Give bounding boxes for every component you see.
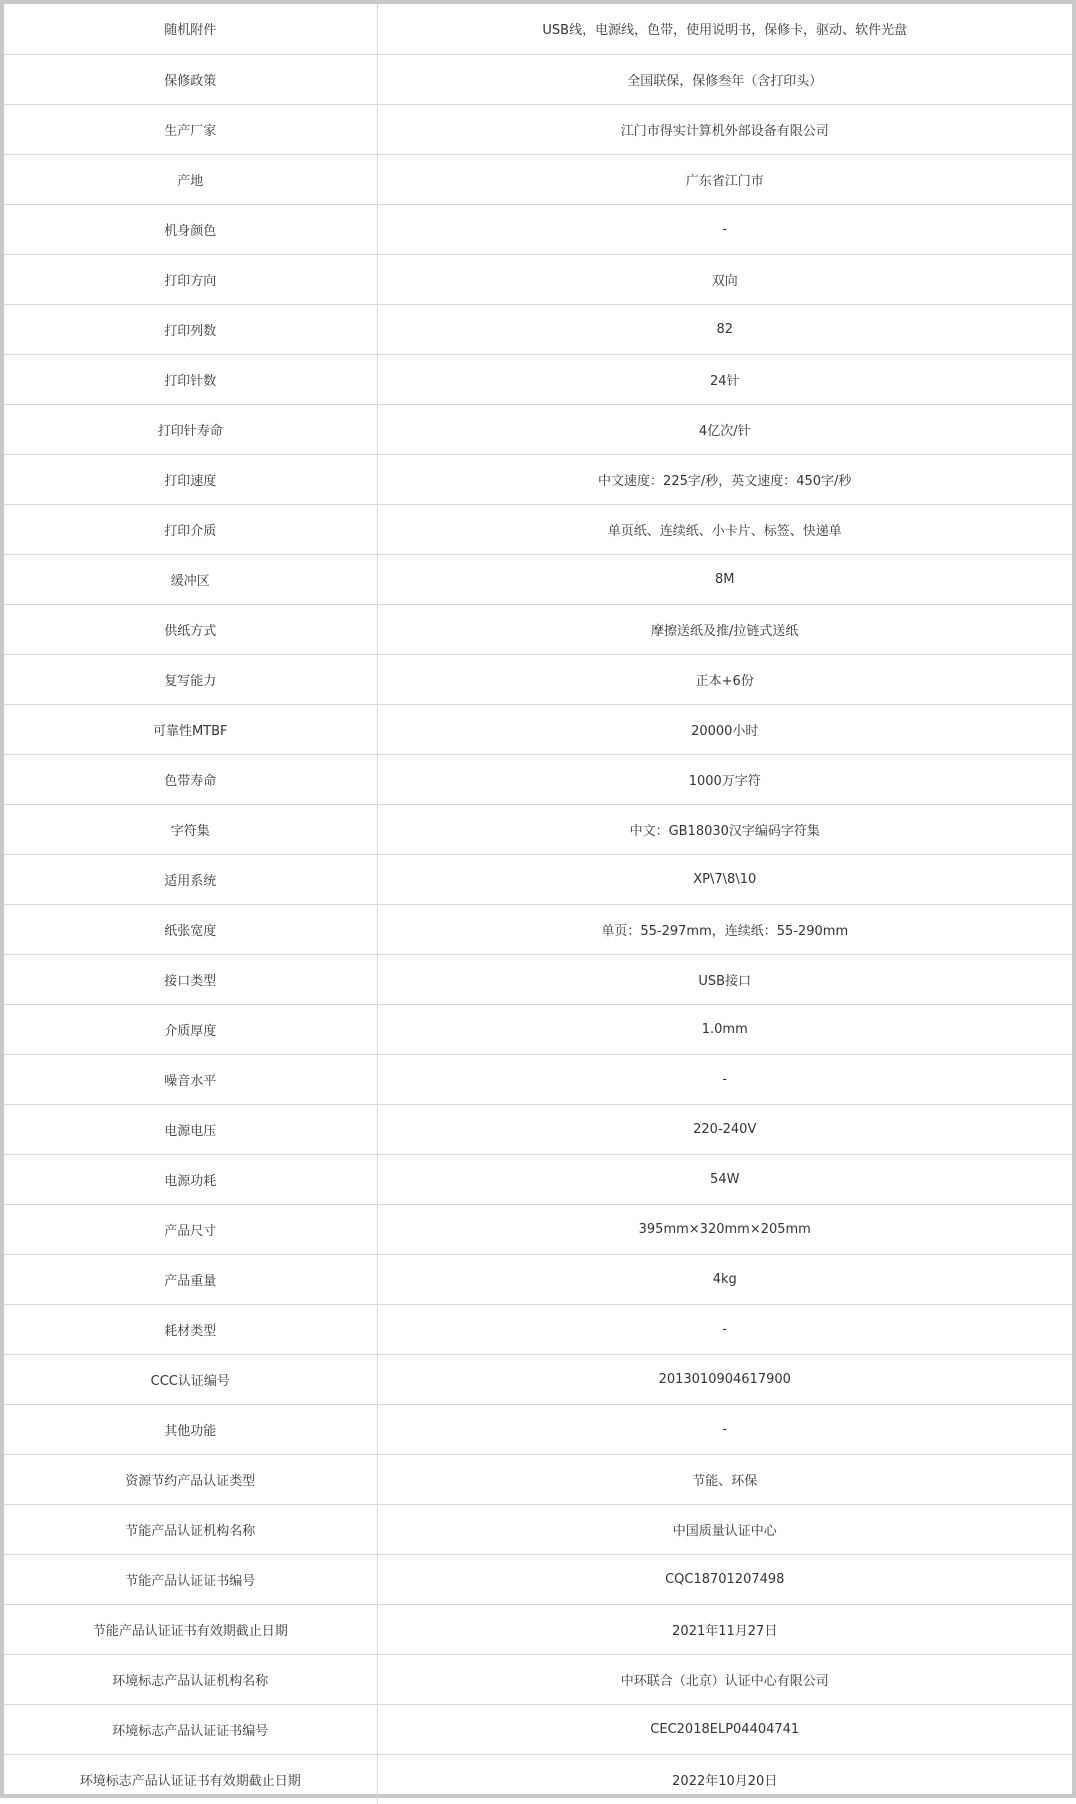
spec-row [4,404,1072,454]
spec-value: 节能、环保 [377,1454,1072,1504]
spec-row [4,1304,1072,1354]
spec-label: 电源电压 [4,1104,377,1154]
spec-label: 纸张宽度 [4,904,377,954]
spec-value: 4亿次/针 [377,404,1072,454]
spec-value: - [377,1404,1072,1454]
spec-label: CCC认证编号 [4,1354,377,1404]
spec-label: 产地 [4,154,377,204]
spec-label: 其他功能 [4,1404,377,1454]
spec-label: 复写能力 [4,654,377,704]
spec-label: 介质厚度 [4,1004,377,1054]
spec-label: 打印针数 [4,354,377,404]
spec-value: 中文：GB18030汉字编码字符集 [377,804,1072,854]
spec-label: 接口类型 [4,954,377,1004]
spec-value: 全国联保，保修叁年（含打印头） [377,54,1072,104]
spec-value: 4kg [377,1254,1072,1304]
spec-value: 正本+6份 [377,654,1072,704]
spec-row [4,254,1072,304]
spec-row [4,1604,1072,1654]
spec-value: - [377,204,1072,254]
spec-label: 可靠性MTBF [4,704,377,754]
spec-value: 中文速度：225字/秒，英文速度：450字/秒 [377,454,1072,504]
spec-table-body [4,4,1072,1804]
spec-row [4,1404,1072,1454]
spec-value: 54W [377,1154,1072,1204]
spec-row [4,554,1072,604]
spec-value: 2021年11月27日 [377,1604,1072,1654]
spec-label: 供纸方式 [4,604,377,654]
spec-label: 资源节约产品认证类型 [4,1454,377,1504]
spec-label: 环境标志产品认证证书编号 [4,1704,377,1754]
spec-row [4,1104,1072,1154]
spec-label: 环境标志产品认证证书有效期截止日期 [4,1754,377,1804]
spec-label: 打印速度 [4,454,377,504]
spec-value: 中国质量认证中心 [377,1504,1072,1554]
spec-label: 耗材类型 [4,1304,377,1354]
spec-row [4,654,1072,704]
spec-row [4,54,1072,104]
spec-row [4,954,1072,1004]
spec-row [4,704,1072,754]
spec-label: 打印方向 [4,254,377,304]
spec-row [4,1504,1072,1554]
spec-value: 1.0mm [377,1004,1072,1054]
spec-row [4,104,1072,154]
spec-value: CQC18701207498 [377,1554,1072,1604]
spec-value: 20000小时 [377,704,1072,754]
spec-row [4,1054,1072,1104]
spec-value: 单页纸、连续纸、小卡片、标签、快递单 [377,504,1072,554]
spec-row [4,154,1072,204]
spec-value: 82 [377,304,1072,354]
spec-value: - [377,1054,1072,1104]
spec-label: 打印针寿命 [4,404,377,454]
spec-value: 双向 [377,254,1072,304]
spec-label: 节能产品认证证书编号 [4,1554,377,1604]
spec-label: 节能产品认证机构名称 [4,1504,377,1554]
spec-row [4,804,1072,854]
spec-label: 随机附件 [4,4,377,54]
spec-row [4,1454,1072,1504]
spec-value: 广东省江门市 [377,154,1072,204]
spec-value: CEC2018ELP04404741 [377,1704,1072,1754]
spec-row [4,1704,1072,1754]
spec-label: 生产厂家 [4,104,377,154]
spec-row [4,754,1072,804]
spec-row [4,604,1072,654]
spec-value: 395mm×320mm×205mm [377,1204,1072,1254]
spec-label: 字符集 [4,804,377,854]
spec-value: 220-240V [377,1104,1072,1154]
spec-label: 电源功耗 [4,1154,377,1204]
spec-row [4,304,1072,354]
spec-row [4,1654,1072,1704]
spec-label: 适用系统 [4,854,377,904]
spec-label: 环境标志产品认证机构名称 [4,1654,377,1704]
spec-row [4,1204,1072,1254]
spec-table [4,4,1072,1804]
spec-value: 1000万字符 [377,754,1072,804]
spec-row [4,1754,1072,1804]
spec-value: 摩擦送纸及推/拉链式送纸 [377,604,1072,654]
spec-label: 节能产品认证证书有效期截止日期 [4,1604,377,1654]
spec-value: - [377,1304,1072,1354]
spec-row [4,854,1072,904]
spec-label: 打印列数 [4,304,377,354]
spec-row [4,1554,1072,1604]
spec-row [4,4,1072,54]
spec-label: 机身颜色 [4,204,377,254]
spec-label: 缓冲区 [4,554,377,604]
spec-row [4,1154,1072,1204]
spec-value: USB线，电源线，色带，使用说明书，保修卡，驱动、软件光盘 [377,4,1072,54]
spec-row [4,354,1072,404]
spec-value: 24针 [377,354,1072,404]
spec-value: 江门市得实计算机外部设备有限公司 [377,104,1072,154]
spec-value: 8M [377,554,1072,604]
spec-value: 2013010904617900 [377,1354,1072,1404]
spec-value: 中环联合（北京）认证中心有限公司 [377,1654,1072,1704]
spec-value: 单页：55-297mm，连续纸：55-290mm [377,904,1072,954]
spec-row [4,454,1072,504]
spec-row [4,1004,1072,1054]
spec-value: 2022年10月20日 [672,1773,778,1789]
spec-label: 色带寿命 [4,754,377,804]
spec-label: 产品尺寸 [4,1204,377,1254]
spec-row [4,904,1072,954]
spec-row [4,204,1072,254]
spec-row [4,504,1072,554]
spec-value: XP\7\8\10 [377,854,1072,904]
spec-label: 噪音水平 [4,1054,377,1104]
spec-label: 产品重量 [4,1254,377,1304]
spec-row [4,1254,1072,1304]
spec-label: 保修政策 [4,54,377,104]
spec-row [4,1354,1072,1404]
spec-value: USB接口 [377,954,1072,1004]
spec-label: 打印介质 [4,504,377,554]
